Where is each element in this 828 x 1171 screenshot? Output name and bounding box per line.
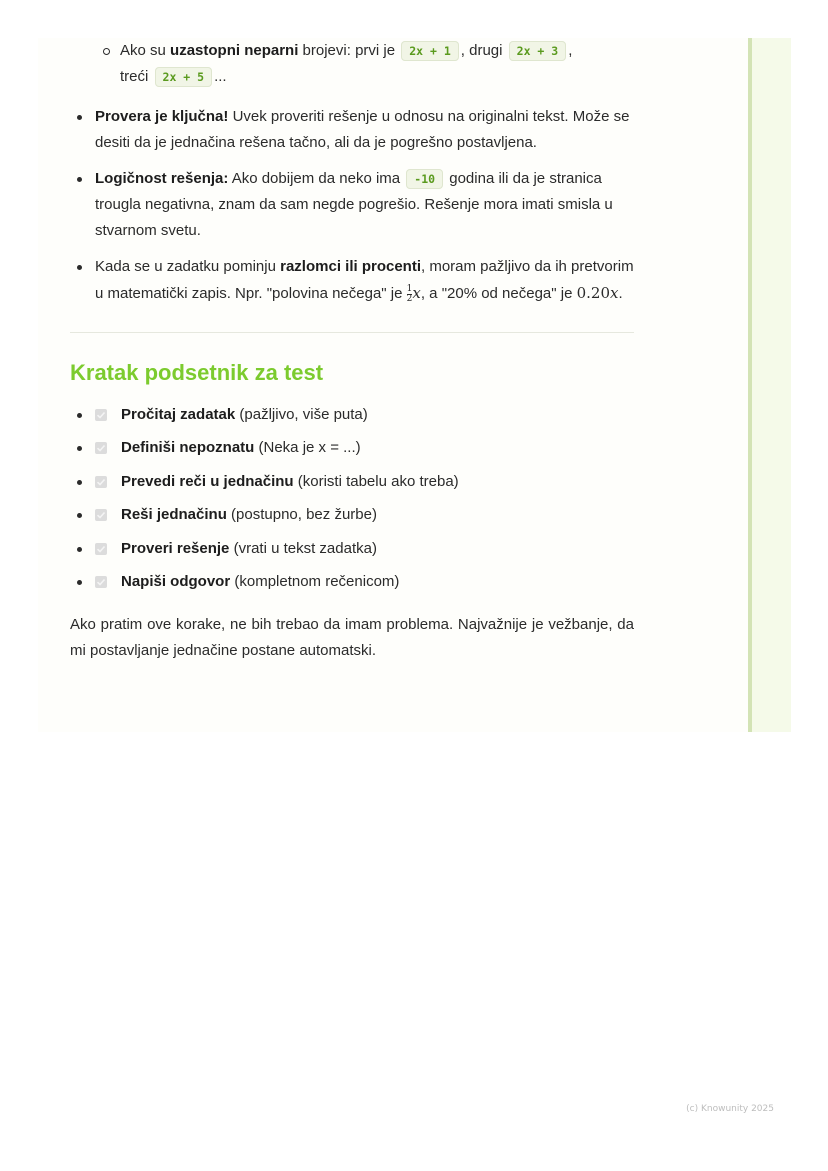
bold-text: Proveri rešenje: [121, 539, 230, 557]
tips-list: [70, 104, 634, 307]
checklist-item: [70, 502, 634, 535]
text: , drugi: [460, 42, 507, 59]
checkbox-checked-icon[interactable]: [95, 476, 107, 488]
document-content: [70, 38, 634, 664]
inline-code: -10: [406, 169, 443, 189]
math-variable: x: [610, 284, 619, 302]
text: (pažljivo, više puta): [235, 406, 368, 423]
math-variable: x: [412, 284, 421, 302]
text: ,: [568, 42, 573, 59]
text: godina ili da je stranica trougla negativna, znam da sam negde pogrešio. Rešenje mora imati smisla u stvarnom svetu.: [95, 170, 613, 239]
bold-text: Napiši odgovor: [121, 572, 231, 590]
fraction-numerator: 1: [406, 283, 413, 294]
bold-text: uzastopni neparni: [170, 42, 299, 59]
checklist-item: [70, 569, 634, 602]
bold-text: razlomci ili procenti: [280, 258, 421, 275]
tip-fractions-percent: [70, 254, 634, 307]
sub-list: [70, 38, 634, 90]
tip-check-solution: [70, 104, 634, 156]
text: (Neka je x = ...): [254, 439, 361, 457]
checklist: [70, 402, 634, 602]
text: Ako su: [120, 42, 171, 59]
bold-text: Provera je ključna!: [95, 108, 229, 125]
text: Kada se u zadatku pominju: [95, 258, 281, 275]
divider: [70, 332, 634, 333]
side-accent-strip: [748, 38, 791, 732]
copyright-footer: (c) Knowunity 2025: [686, 1104, 774, 1114]
inline-code: 2x + 5: [155, 67, 213, 87]
text: brojevi: prvi je: [298, 42, 400, 59]
checkbox-checked-icon[interactable]: [95, 442, 107, 454]
checkbox-checked-icon[interactable]: [95, 409, 107, 421]
section-heading: Kratak podsetnik za test: [70, 360, 324, 385]
text: (koristi tabelu ako treba): [293, 472, 459, 490]
text: , a "20% od nečega" je: [420, 285, 577, 302]
checklist-item: [70, 536, 634, 569]
bold-text: Logičnost rešenja:: [95, 170, 229, 187]
bold-text: Pročitaj zadatak: [121, 406, 236, 423]
checkbox-checked-icon[interactable]: [95, 576, 107, 588]
text: (vrati u tekst zadatka): [229, 539, 377, 557]
math-number: 0.20: [576, 284, 611, 302]
closing-paragraph: Ako pratim ove korake, ne bih trebao da imam problema. Najvažnije je vežbanje, da mi postavljanje jednačine postane automatski.: [70, 616, 634, 660]
checklist-item: [70, 469, 634, 502]
checklist-item: [70, 435, 634, 468]
checkbox-checked-icon[interactable]: [95, 509, 107, 521]
bold-text: Reši jednačinu: [121, 506, 227, 524]
bold-text: Prevedi reči u jednačinu: [121, 472, 294, 490]
text: Ako dobijem da neko ima: [228, 170, 405, 187]
text: treći: [120, 68, 153, 85]
text: (postupno, bez žurbe): [226, 506, 377, 524]
fraction-denominator: 2: [406, 293, 413, 304]
text: (kompletnom rečenicom): [230, 572, 400, 590]
text: Uvek proveriti rešenje u odnosu na originalni tekst. Može se desiti da je jednačina rešena tačno, ali da je pogrešno postavljena.: [95, 108, 630, 151]
checkbox-checked-icon[interactable]: [95, 543, 107, 555]
text: , moram pažljivo da ih pretvorim u matematički zapis. Npr. "polovina nečega" je: [95, 258, 634, 302]
math-half-x: [407, 284, 421, 302]
bold-text: Definiši nepoznatu: [121, 439, 255, 457]
inline-code: 2x + 1: [401, 41, 459, 61]
text: .: [618, 285, 623, 302]
math-expression: [577, 284, 619, 302]
text: ...: [214, 68, 227, 85]
checklist-item: [70, 402, 634, 435]
sub-list-item-odd-numbers: [70, 38, 634, 90]
inline-code: 2x + 3: [509, 41, 567, 61]
tip-logical-solution: [70, 166, 634, 244]
